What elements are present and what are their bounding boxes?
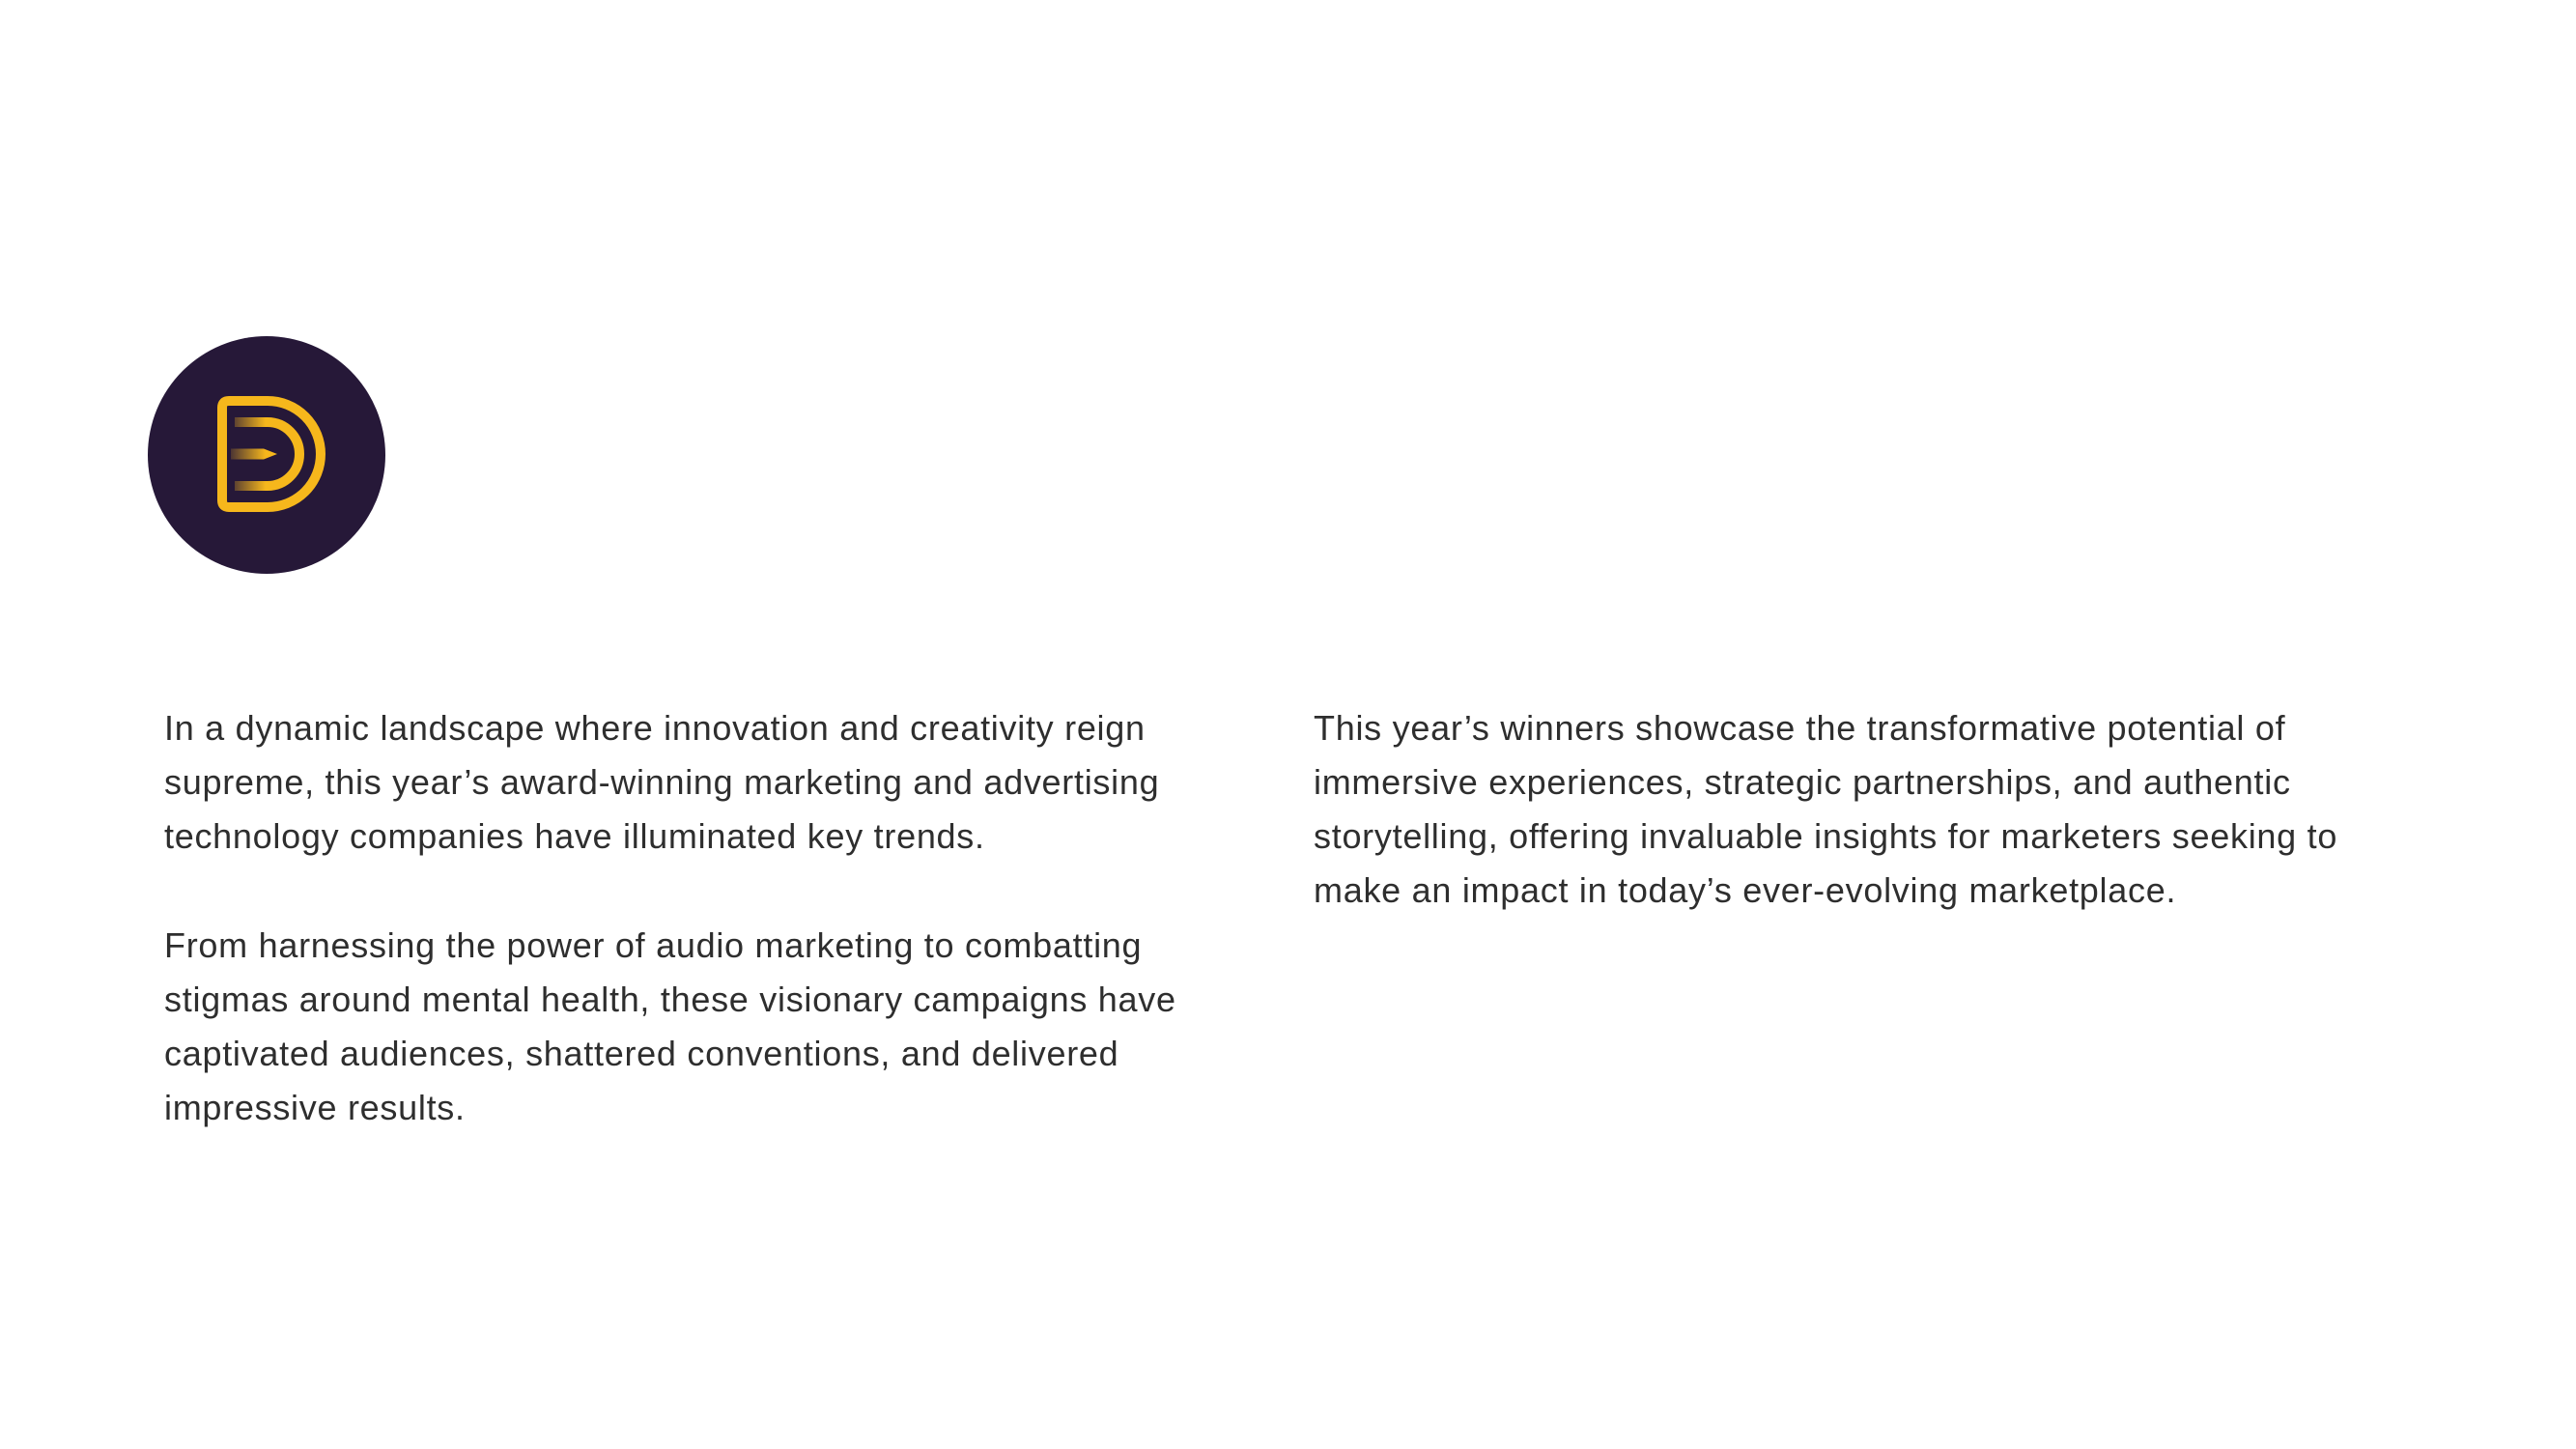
text-line: From harnessing the power of audio marketing to combatting xyxy=(164,925,1143,965)
text-line: impressive results. xyxy=(164,1088,466,1127)
text-line: make an impact in today’s ever-evolving marketplace. xyxy=(1314,870,2177,910)
text-line: storytelling, offering invaluable insights for marketers seeking to xyxy=(1314,816,2338,856)
text-line: This year’s winners showcase the transformative potential of xyxy=(1314,708,2286,748)
text-line: In a dynamic landscape where innovation and creativity reign xyxy=(164,708,1146,748)
text-line: supreme, this year’s award-winning marketing and advertising xyxy=(164,762,1160,802)
brand-logo xyxy=(148,336,385,574)
text-line: technology companies have illuminated key trends. xyxy=(164,816,985,856)
text-line: captivated audiences, shattered conventions, and delivered xyxy=(164,1034,1119,1073)
paragraph xyxy=(1314,701,2444,918)
text-line: immersive experiences, strategic partnerships, and authentic xyxy=(1314,762,2291,802)
intro-text-left-column xyxy=(164,701,1314,1135)
drum-d-logo-icon xyxy=(148,336,385,574)
text-line: stigmas around mental health, these visionary campaigns have xyxy=(164,980,1176,1019)
paragraph xyxy=(164,919,1314,1135)
paragraph xyxy=(164,701,1314,864)
intro-text-right-column xyxy=(1314,701,2444,918)
